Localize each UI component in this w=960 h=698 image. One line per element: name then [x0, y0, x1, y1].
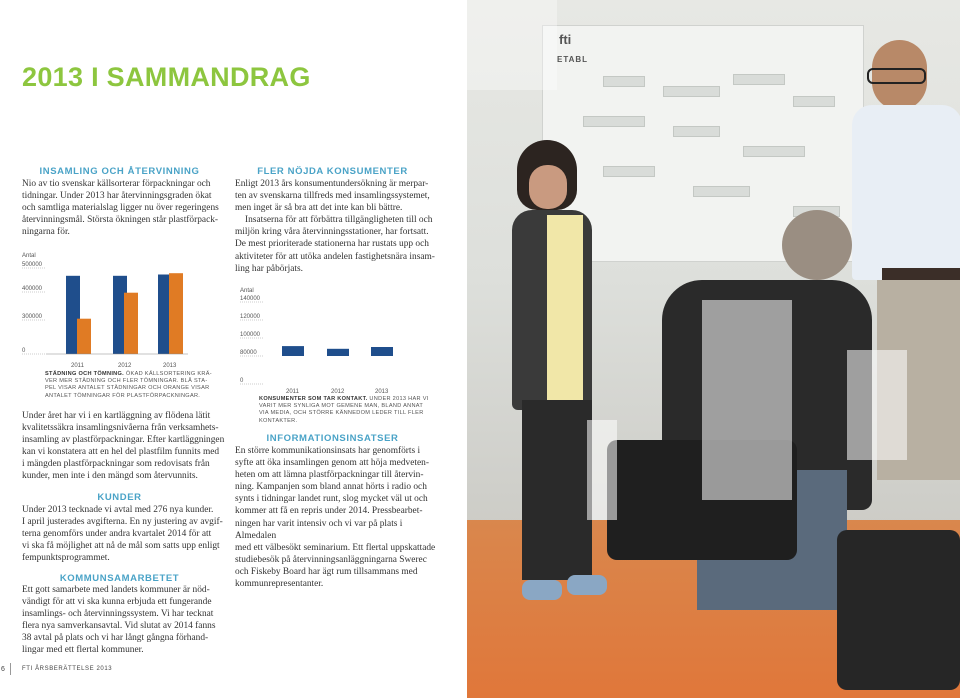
- tick-label: 400000: [22, 286, 43, 292]
- bar-tomning: [169, 273, 183, 354]
- tick-label: 140000: [240, 296, 261, 302]
- text-line: heten om att lämna plastförpackningar till återvin-: [235, 470, 424, 481]
- text-line: i mängden plastförpackningar som redovisats från: [22, 459, 210, 470]
- category-label: 2012: [331, 389, 345, 395]
- text-line: En större kommunikationsinsats har genomförts i: [235, 446, 421, 456]
- text-line: kommunrepresentanter.: [235, 579, 324, 590]
- text-line: synts i tidningar landet runt, slog mycket väl ut och: [235, 494, 428, 505]
- text-line: Nio av tio svenskar källsorterar förpackningar och: [22, 179, 211, 189]
- category-label: 2012: [118, 363, 132, 369]
- glasses-icon: [867, 68, 926, 84]
- board-label: ETABL: [557, 55, 589, 64]
- tick-label: 0: [240, 378, 244, 384]
- person-man-shirt: [852, 105, 960, 280]
- text-line: De mest prioriterade stationerna har rustats upp och: [235, 239, 429, 250]
- text-line: med ett välbesökt seminarium. Ett flertal uppskattade: [235, 542, 436, 553]
- chart-svg: [225, 280, 425, 398]
- footer-text: FTI ÅRSBERÄTTELSE 2013: [22, 666, 113, 672]
- paragraph-kunder: [22, 504, 227, 564]
- text-line: Insatserna för att förbättra tillgängligheten till och: [245, 215, 433, 226]
- axis-label: Antal: [240, 288, 254, 294]
- text-line: ten av svenskarna tillfreds med insamlingssystemet,: [235, 191, 430, 202]
- caption-konsumenter: [259, 396, 429, 425]
- text-line: ning. Kampanjen som bland annat hörts i radio och: [235, 482, 427, 493]
- heading-informationsinsatser: INFORMATIONSINSATSER: [266, 433, 399, 444]
- text-line: Under året har vi i en kartläggning av flödena lätit: [22, 411, 211, 421]
- text-line: återvinningsmål. Största ökningen står plastförpack-: [22, 215, 219, 226]
- caption-bold: KONSUMENTER SOM TAR KONTAKT.: [259, 396, 368, 402]
- text-line: insamlings- och återvinningssystem. Vi har tecknat: [22, 609, 214, 620]
- text-line: kvalitetssäkra insamlingsnivåerna från verksamhets-: [22, 423, 219, 434]
- text-line: ningen har varit intensiv och vi var på plats i Almedalen: [235, 518, 403, 541]
- board-box: [583, 116, 645, 127]
- text-line: I april justerades avgifterna. En ny justering av avgif-: [22, 517, 223, 528]
- heading-nojda: FLER NÖJDA KONSUMENTER: [257, 166, 408, 177]
- paragraph-insamling: [22, 178, 222, 238]
- caption-bold: STÄDNING OCH TÖMNING.: [45, 371, 125, 377]
- bar-tomning: [124, 293, 138, 354]
- board-box: [603, 76, 645, 87]
- board-box: [603, 166, 655, 177]
- caption-line: VIA MEDIA, OCH STÖRRE KÄNNEDOM LEDER TILL FLER: [259, 410, 424, 417]
- bar-kontakter: [371, 347, 393, 356]
- text-line: kan vi konstatera att en hel del plastfilm funnits med: [22, 447, 220, 458]
- caption-line: VER MER STÄDNING OCH FLER TÖMNINGAR. BLÅ STA-: [45, 378, 208, 385]
- text-line: kunder, men inte i den mängd som återvunnits.: [22, 471, 198, 482]
- caption-line: PEL VISAR ANTALET STÄDNINGAR OCH ORANGE VISAR: [45, 385, 210, 392]
- board-box: [673, 126, 720, 137]
- board-box: [663, 86, 720, 97]
- text-line: lingar med ett flertal kommuner.: [22, 645, 144, 656]
- text-line: flera nya samverkansavtal. Vid slutat av 2014 fanns: [22, 621, 216, 632]
- bar-kontakter: [327, 349, 349, 356]
- glass-panel: [467, 0, 557, 90]
- caption-text: ÖKAD KÄLLSORTERING KRÄ-: [124, 371, 212, 377]
- board-box: [743, 146, 805, 157]
- chair-right: [837, 530, 960, 690]
- caption-line: VARIT MER SYNLIGA MOT GEMENE MAN, BLAND ANNAT: [259, 403, 424, 410]
- person-woman-legs: [522, 400, 592, 580]
- caption-line: KONTAKTER.: [259, 417, 298, 424]
- chart-konsumenter: [225, 280, 425, 398]
- glass-panel: [702, 300, 792, 500]
- text-line: vändigt för att vi ska kunna erbjuda ett fungerande: [22, 597, 212, 608]
- text-line: syfte att öka insamlingen genom att höja medveten-: [235, 458, 429, 469]
- paragraph-nojda: [235, 178, 435, 275]
- heading-insamling: INSAMLING OCH ÅTERVINNING: [39, 166, 200, 177]
- caption-text: UNDER 2013 HAR VI: [367, 396, 429, 402]
- page-title: 2013 I SAMMANDRAG: [22, 62, 311, 92]
- tick-label: 0: [22, 348, 26, 354]
- text-line: vi ska få möjlighet att nå de mål som satts upp enligt: [22, 541, 220, 552]
- bar-tomning: [77, 319, 91, 354]
- person-woman-shoe: [522, 580, 562, 600]
- text-line: aktiviteter för att utöka andelen fastighetsnära insam-: [235, 251, 435, 262]
- text-line: ningarna för.: [22, 227, 70, 238]
- category-label: 2013: [375, 389, 389, 395]
- heading-kunder: KUNDER: [97, 492, 142, 503]
- text-line: och Fiskeby Board har ägt rum tillsammans med: [235, 566, 418, 577]
- caption-line: ANTALET TÖMNINGAR FÖR PLASTFÖRPACKNINGAR.: [45, 392, 201, 399]
- text-line: Ett gott samarbete med landets kommuner är nöd-: [22, 585, 210, 595]
- tick-label: 500000: [22, 262, 43, 268]
- axis-label: Antal: [22, 253, 36, 259]
- person-woman-shoe: [567, 575, 607, 595]
- board-box: [793, 96, 835, 107]
- person-woman-top: [547, 215, 583, 405]
- text-line: och samtliga materialslag ligger nu över regeringens: [22, 203, 219, 214]
- paragraph-info: [235, 445, 440, 590]
- text-line: terna genomförs under andra kvartalet 2014 för att: [22, 529, 212, 540]
- chart-stadning-tomning: [18, 248, 218, 370]
- text-line: studiebesök på återvinningsanläggningarna Swerec: [235, 554, 427, 565]
- glass-panel: [587, 420, 617, 520]
- bar-kontakter: [282, 346, 304, 356]
- category-label: 2011: [71, 363, 84, 369]
- person-seated-head: [782, 210, 852, 280]
- text-line: Enligt 2013 års konsumentundersökning är merpar-: [235, 179, 429, 189]
- caption-stadning: [45, 371, 220, 400]
- footer-divider: [10, 663, 11, 675]
- heading-kommunsamarbetet: KOMMUNSAMARBETET: [59, 573, 180, 584]
- brand-logo: fti: [559, 32, 572, 47]
- chart-svg: [18, 248, 218, 370]
- text-line: Under 2013 tecknade vi avtal med 276 nya kunder.: [22, 505, 214, 515]
- text-line: fempunktsprogrammet.: [22, 553, 110, 564]
- board-box: [733, 74, 785, 85]
- person-woman-face: [529, 165, 567, 209]
- text-line: insamling av plastförpackningar. Efter kartläggningen: [22, 435, 225, 446]
- person-man-belt: [882, 268, 960, 280]
- caption-line: [259, 396, 429, 403]
- tick-label: 120000: [240, 314, 261, 320]
- text-line: miljön kring våra återvinningsstationer, har fortsatt.: [235, 227, 429, 238]
- text-line: tidningar. Under 2013 har återvinningsgraden ökat: [22, 191, 212, 202]
- text-line: men inget är så bra att det inte kan bli bättre.: [235, 203, 403, 214]
- tick-label: 80000: [240, 350, 257, 356]
- text-line: 38 avtal på plats och vi har långt gångna förhand-: [22, 633, 209, 644]
- text-line: kommer att få en repris under 2014. Pressbearbet-: [235, 506, 423, 517]
- page-number: 6: [1, 666, 5, 673]
- tick-label: 100000: [240, 332, 261, 338]
- paragraph-kartlaggning: [22, 410, 227, 483]
- paragraph-kommun: [22, 584, 227, 657]
- text-line: ling har påbörjats.: [235, 263, 303, 274]
- tick-label: 300000: [22, 314, 43, 320]
- category-label: 2011: [286, 389, 299, 395]
- office-photo: [467, 0, 960, 698]
- board-box: [693, 186, 750, 197]
- category-label: 2013: [163, 363, 177, 369]
- glass-panel: [847, 350, 907, 460]
